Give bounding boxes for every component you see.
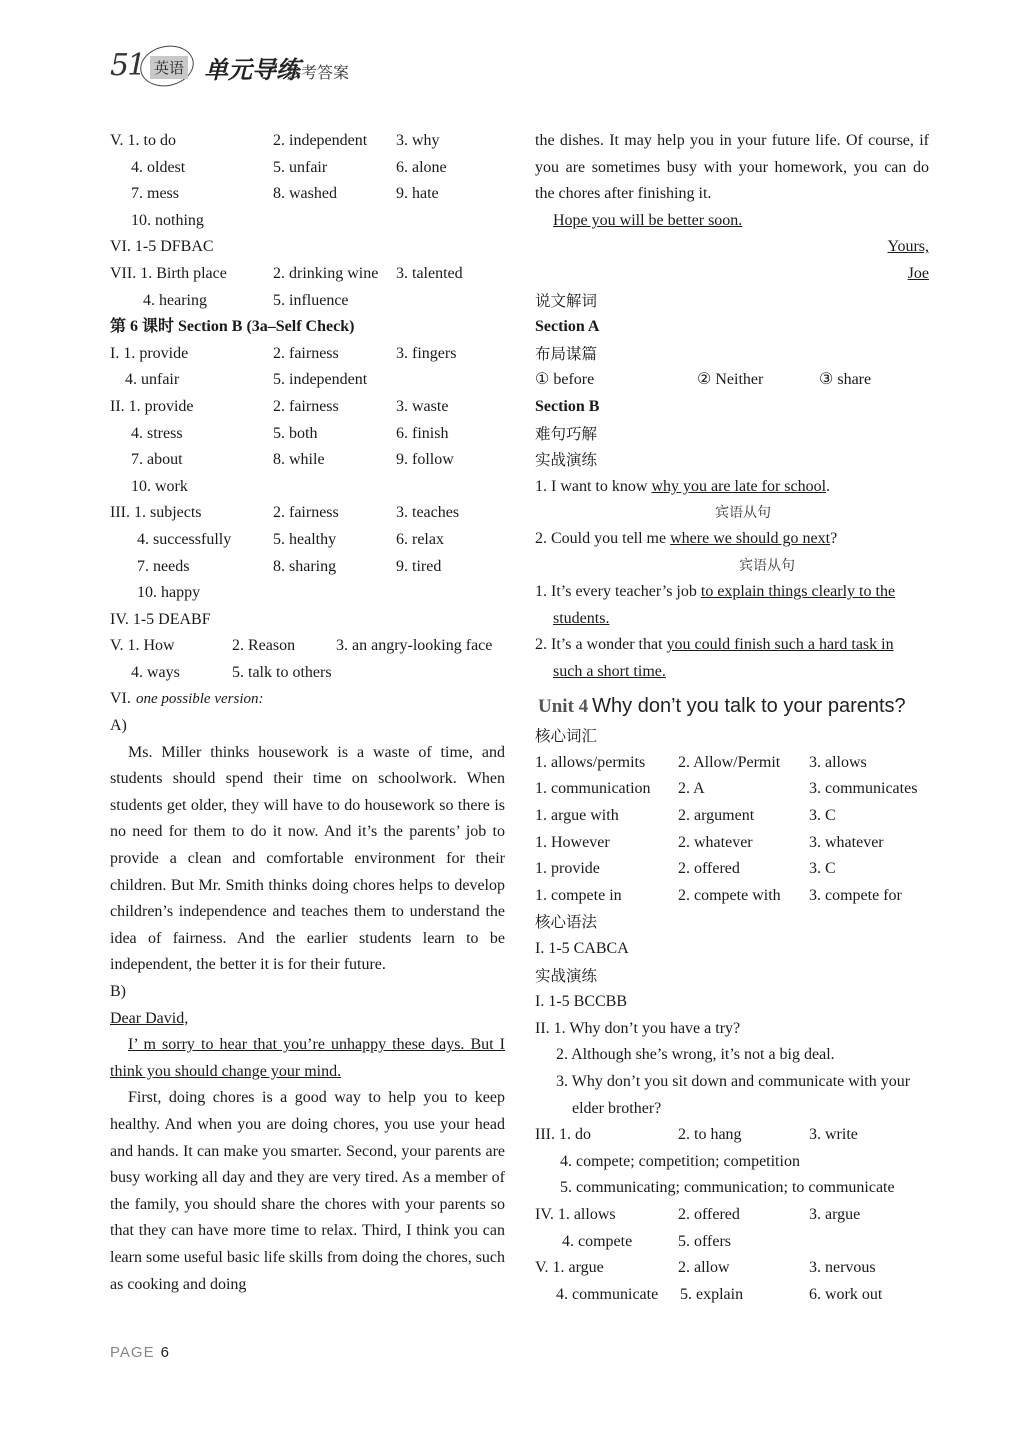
letter-signoff: Yours, xyxy=(887,238,929,256)
answer: 2. fairness xyxy=(273,504,339,522)
answer: I. 1. provide xyxy=(110,344,189,362)
answer-row xyxy=(110,447,505,474)
answer: 3. an angry-looking face xyxy=(336,637,493,655)
answer-row xyxy=(110,607,505,634)
answer: elder brother? xyxy=(572,1099,662,1117)
answer: 4. compete; competition; competition xyxy=(560,1152,800,1170)
answer-row xyxy=(110,367,505,394)
answer-row xyxy=(535,1202,929,1229)
answer-row xyxy=(110,580,505,607)
answer: 2. whatever xyxy=(678,833,753,851)
unit-heading xyxy=(535,689,929,723)
answer-row xyxy=(535,776,929,803)
answer: IV. 1. allows xyxy=(535,1205,616,1223)
answer-row xyxy=(535,1175,929,1202)
heading-hexin-cihui: 核心词汇 xyxy=(535,727,598,746)
answer: 3. nervous xyxy=(809,1259,876,1277)
answer: 3. communicates xyxy=(809,780,918,798)
section-heading xyxy=(535,288,929,315)
heading-nanju: 难句巧解 xyxy=(535,424,598,443)
answer: IV. 1-5 DEABF xyxy=(110,610,211,628)
section-heading xyxy=(535,723,929,750)
answer-row xyxy=(110,394,505,421)
answer: 8. while xyxy=(273,451,325,469)
part-b-label: B) xyxy=(110,983,126,1000)
answer-row xyxy=(110,128,505,155)
answer-row xyxy=(110,421,505,448)
page-number: 6 xyxy=(160,1344,170,1361)
answer-row xyxy=(110,686,505,713)
answer: 4. unfair xyxy=(125,371,180,389)
answer: 1. compete in xyxy=(535,886,622,904)
answer-row xyxy=(535,1016,929,1043)
example-sentence xyxy=(535,632,929,659)
answer: 6. relax xyxy=(396,530,444,548)
answer: 3. whatever xyxy=(809,833,884,851)
answer-row xyxy=(535,936,929,963)
answer: ② Neither xyxy=(697,371,764,389)
part-a-label: A) xyxy=(110,717,127,735)
answer: 3. Why don’t you sit down and communicate with your xyxy=(556,1073,911,1090)
heading-shizhan-2: 实战演练 xyxy=(535,966,598,985)
answer: VII. 1. Birth place xyxy=(110,264,227,282)
answer-row xyxy=(535,856,929,883)
answer: I. 1-5 CABCA xyxy=(535,940,629,958)
answer-row xyxy=(535,1255,929,1282)
answer: 4. hearing xyxy=(143,291,207,309)
answer: 10. happy xyxy=(137,584,201,602)
example-sentence xyxy=(535,526,929,553)
answer: 1. However xyxy=(535,833,610,851)
answer-row xyxy=(535,1069,929,1096)
left-column xyxy=(110,128,505,1298)
answer: 3. compete for xyxy=(809,886,902,904)
answer: 7. needs xyxy=(137,557,190,575)
answer: 9. tired xyxy=(396,557,442,575)
brand-title: 单元导练 xyxy=(204,55,300,84)
answer: 2. to hang xyxy=(678,1126,742,1144)
sentence-end: . xyxy=(826,477,831,495)
answer: 7. about xyxy=(131,451,183,469)
answer: 9. hate xyxy=(396,185,439,203)
version-note: one possible version: xyxy=(136,691,264,708)
sentence-underline: such a short time. xyxy=(553,662,666,680)
answer: 5. influence xyxy=(273,291,349,309)
answer: 3. C xyxy=(809,807,836,825)
sentence-end: ? xyxy=(830,530,838,548)
answer: 6. work out xyxy=(809,1285,883,1303)
section-heading xyxy=(535,341,929,368)
grammar-note: 宾语从句 xyxy=(715,505,771,522)
answer: 3. C xyxy=(809,860,836,878)
answer-row xyxy=(110,208,505,235)
answer-row xyxy=(110,181,505,208)
sentence-text: 2. Could you tell me xyxy=(535,530,671,548)
answer: 4. compete xyxy=(562,1232,633,1250)
letter-signature: Joe xyxy=(907,264,929,282)
part-label xyxy=(110,979,505,1006)
answer: 8. sharing xyxy=(273,557,337,575)
answer: 4. ways xyxy=(131,663,180,681)
section-heading xyxy=(535,909,929,936)
section-heading xyxy=(535,314,929,341)
lesson-heading xyxy=(110,314,505,341)
example-sentence xyxy=(535,606,929,633)
example-sentence xyxy=(535,474,929,501)
sentence-text: 2. It’s a wonder that xyxy=(535,636,667,654)
sentence-text: 1. It’s every teacher’s job xyxy=(535,582,701,600)
sentence-underline: students. xyxy=(553,609,610,627)
answer: 2. offered xyxy=(678,1205,740,1223)
answer-row xyxy=(110,474,505,501)
answer: V. 1. to do xyxy=(110,132,176,149)
answer: 5. both xyxy=(273,424,318,442)
answer: 2. argument xyxy=(678,807,755,825)
answer: II. 1. Why don’t you have a try? xyxy=(535,1019,741,1037)
essay-a: Ms. Miller thinks housework is a waste of time, and students should spend their time on schoolwork. When students get older, they will have to do housework so there is no need for them to do it now. And it’s the parents’ job to provide a clean and comfortable environment for their children. But Mr. Smith thinks doing chores helps to develop children’s independence and teaches them to understand the idea of fairness. And the earlier students learn to be independent, the better it is for their future. xyxy=(110,743,505,974)
answer: I. 1-5 BCCBB xyxy=(535,993,628,1011)
answer: III. 1. do xyxy=(535,1126,591,1144)
answer-row xyxy=(110,527,505,554)
answer: 2. drinking wine xyxy=(273,264,379,282)
answer-row xyxy=(110,155,505,182)
answer: 2. offered xyxy=(678,860,740,878)
answer: 2. Although she’s wrong, it’s not a big deal. xyxy=(556,1046,835,1064)
answer-row xyxy=(110,554,505,581)
answer: 2. Allow/Permit xyxy=(678,753,781,771)
example-sentence xyxy=(535,659,929,686)
answer: VI. xyxy=(110,690,131,708)
letter-signoff-row xyxy=(535,234,929,261)
answer: VI. 1-5 DFBAC xyxy=(110,238,214,256)
answer: 1. communication xyxy=(535,780,651,798)
answer: ① before xyxy=(535,371,595,389)
answer: 3. argue xyxy=(809,1205,861,1223)
answer: 3. why xyxy=(396,132,440,149)
answer: ③ share xyxy=(819,371,872,389)
section-heading xyxy=(535,963,929,990)
answer-row xyxy=(535,750,929,777)
part-label xyxy=(110,713,505,740)
answer: 5. healthy xyxy=(273,530,337,548)
answer: V. 1. How xyxy=(110,637,175,655)
heading-section-a: Section A xyxy=(535,318,600,336)
heading-hexin-yufa: 核心语法 xyxy=(535,913,598,932)
answer: 3. fingers xyxy=(396,344,457,362)
letter-body: First, doing chores is a good way to help you to keep healthy. And when you are doing chores, you use your head and hands. It can make you smarter. Second, your parents are busy working all day and they are very tired. As a member of the family, you should share the chores with your parents so that they can have more time to relax. Third, I think you can learn some useful basic life skills from doing the chores, such as cooking and doing xyxy=(110,1089,506,1293)
logo-word: 英语 xyxy=(150,56,188,79)
letter-opening: I’ m sorry to hear that you’re unhappy these days. But I think you should change your mind. xyxy=(110,1036,505,1080)
answer: 3. allows xyxy=(809,753,867,771)
answer-row xyxy=(535,1149,929,1176)
letter-body-continued: the dishes. It may help you in your future life. Of course, if you are sometimes busy with your homework, you can do the chores after finishing it. xyxy=(535,132,929,203)
sentence-text: 1. I want to know xyxy=(535,477,652,495)
answer: 2. Reason xyxy=(232,637,296,655)
answer-row xyxy=(535,883,929,910)
answer: 5. communicating; communication; to communicate xyxy=(560,1179,895,1197)
answer-row xyxy=(110,288,505,315)
sentence-underline: where we should go next xyxy=(670,530,831,548)
answer: 10. nothing xyxy=(131,211,204,229)
heading-shuowen: 说文解词 xyxy=(535,291,598,310)
answer: 3. talented xyxy=(396,264,463,282)
page-footer xyxy=(110,1344,170,1361)
unit-title: Why don’t you talk to your parents? xyxy=(592,695,906,718)
grammar-note: 宾语从句 xyxy=(739,557,795,574)
answer: 3. waste xyxy=(396,397,449,415)
answer: 5. independent xyxy=(273,371,368,389)
letter-greeting: Dear David, xyxy=(110,1009,189,1027)
answer-row xyxy=(535,830,929,857)
letter-closing: Hope you will be better soon. xyxy=(553,211,743,229)
sentence-underline: why you are late for school xyxy=(651,477,827,495)
answer: 4. oldest xyxy=(131,158,186,176)
answer: 2. fairness xyxy=(273,397,339,415)
right-column xyxy=(535,128,929,1308)
answer-row xyxy=(110,500,505,527)
header-subtitle: 参考答案 xyxy=(285,63,350,82)
letter-greeting-row xyxy=(110,1006,505,1033)
answer: 1. argue with xyxy=(535,807,619,825)
answer-row xyxy=(110,234,505,261)
answer: 5. explain xyxy=(680,1285,744,1303)
answer-row xyxy=(535,989,929,1016)
answer: III. 1. subjects xyxy=(110,504,202,522)
answer: 2. allow xyxy=(678,1259,730,1277)
answer-row xyxy=(110,660,505,687)
answer: 6. finish xyxy=(396,424,449,442)
sentence-underline: to explain things clearly to the xyxy=(700,582,896,600)
answer: 8. washed xyxy=(273,185,337,203)
answer: 7. mess xyxy=(131,185,179,203)
heading-buju: 布局谋篇 xyxy=(535,344,598,363)
example-sentence xyxy=(535,579,929,606)
answer-row xyxy=(535,1282,929,1309)
answer: 2. independent xyxy=(273,132,368,149)
answer: 2. A xyxy=(678,780,705,798)
answer-row xyxy=(535,1042,929,1069)
heading-shizhan: 实战演练 xyxy=(535,451,598,470)
answer: 4. successfully xyxy=(137,530,232,548)
answer-row xyxy=(110,633,505,660)
page-header xyxy=(110,42,410,90)
answer: 2. fairness xyxy=(273,344,339,362)
answer: 2. compete with xyxy=(678,886,781,904)
lesson-title: 第 6 课时 Section B (3a–Self Check) xyxy=(110,318,355,336)
answer: 3. teaches xyxy=(396,504,460,522)
answer-row xyxy=(535,803,929,830)
answer-row xyxy=(535,1122,929,1149)
answer-row xyxy=(535,1096,929,1123)
answer-row xyxy=(535,1229,929,1256)
answer: 3. write xyxy=(809,1126,858,1144)
unit-number: Unit 4 xyxy=(538,696,589,718)
answer: 4. communicate xyxy=(556,1285,659,1303)
logo-number: 51 xyxy=(110,48,145,83)
answer-row xyxy=(110,341,505,368)
answer: 6. alone xyxy=(396,158,447,176)
letter-signature-row xyxy=(535,261,929,288)
section-heading xyxy=(535,447,929,474)
answer: II. 1. provide xyxy=(110,397,194,415)
section-heading xyxy=(535,394,929,421)
sentence-underline: you could finish such a hard task in xyxy=(666,636,894,654)
answer: 5. talk to others xyxy=(232,663,332,681)
answer: 9. follow xyxy=(396,451,454,469)
page-label: PAGE xyxy=(110,1344,155,1361)
answer: V. 1. argue xyxy=(535,1259,604,1277)
answer: 4. stress xyxy=(131,424,183,442)
answer: 10. work xyxy=(131,477,188,495)
section-heading xyxy=(535,421,929,448)
letter-closing-row xyxy=(535,208,929,235)
answer: 1. allows/permits xyxy=(535,753,646,771)
answer: 1. provide xyxy=(535,860,600,878)
heading-section-b: Section B xyxy=(535,397,600,415)
answer: 5. offers xyxy=(678,1232,732,1250)
answer-row xyxy=(110,261,505,288)
answer-row xyxy=(535,367,929,394)
answer: 5. unfair xyxy=(273,158,328,176)
